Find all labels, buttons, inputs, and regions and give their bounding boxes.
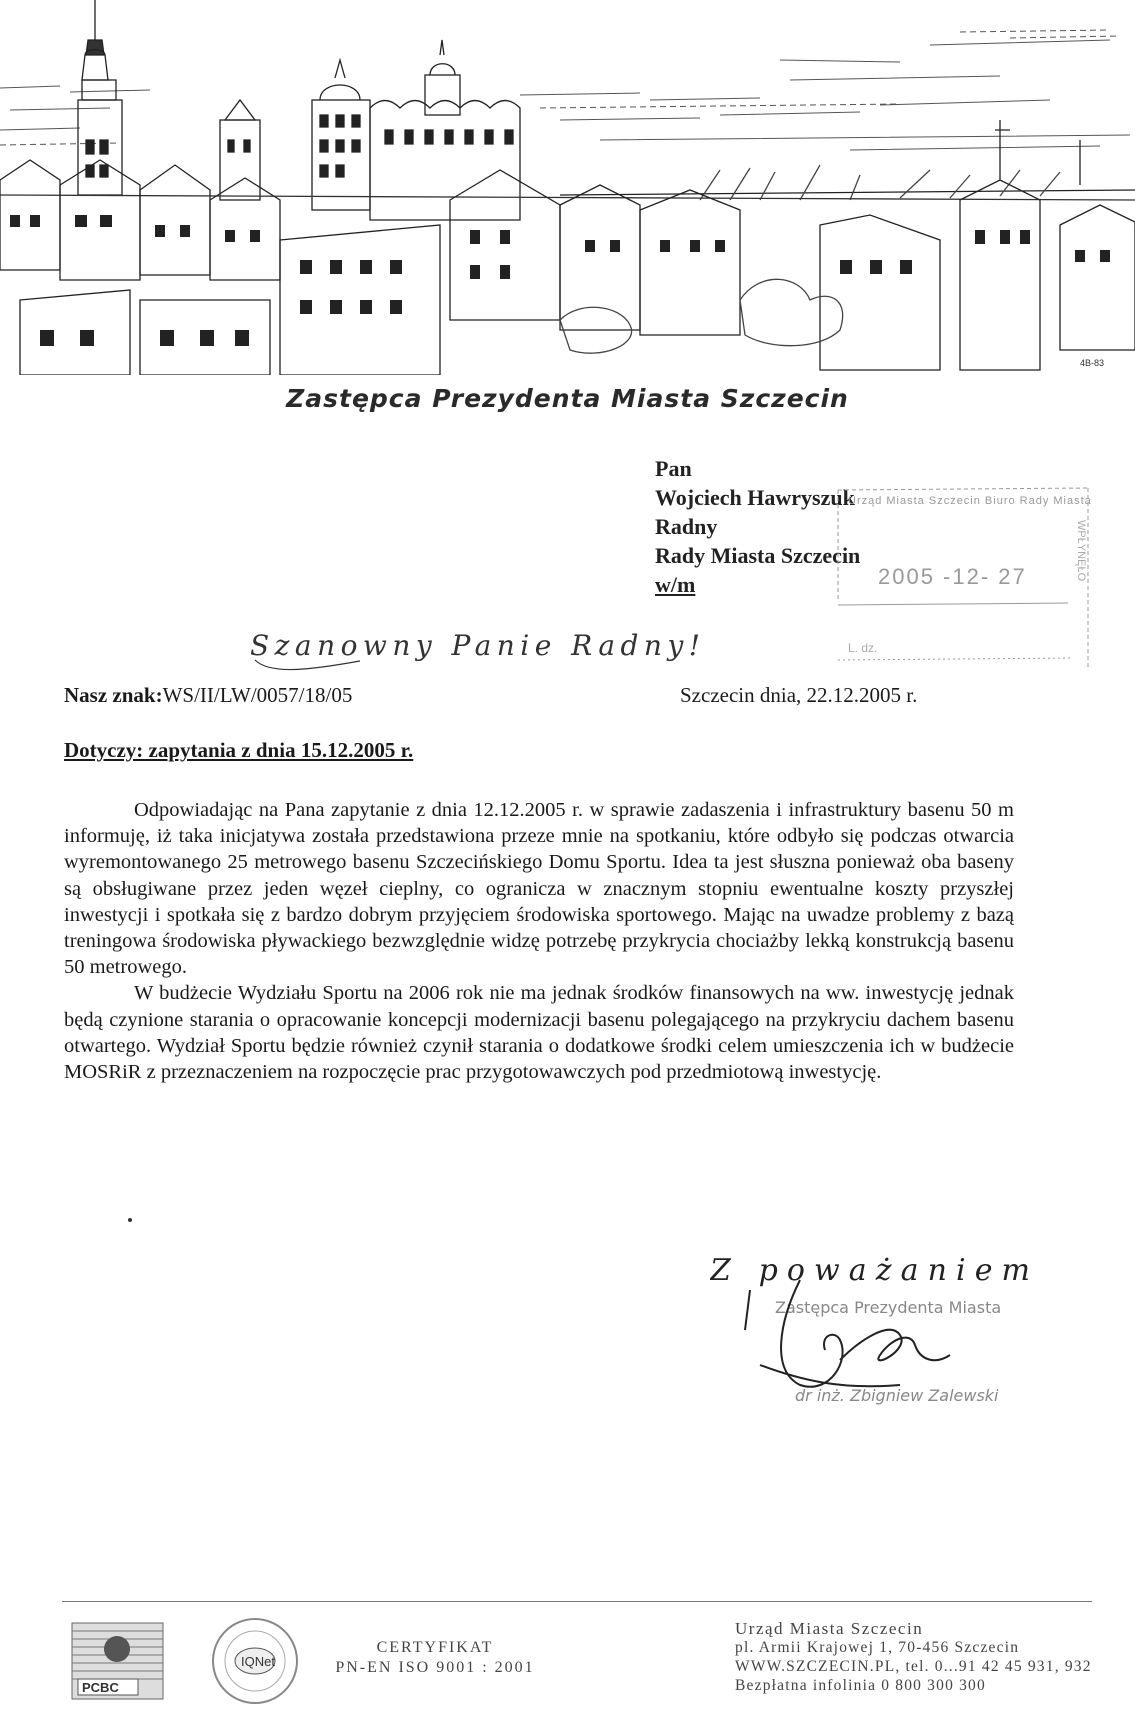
recipient-role: Radny	[655, 514, 718, 539]
closing-text: Z poważaniem	[710, 1253, 1030, 1288]
reference-value: WS/II/LW/0057/18/05	[162, 683, 353, 707]
iqnet-logo-text: IQNet	[241, 1654, 275, 1669]
stamp-number-label: L. dz.	[848, 641, 878, 655]
certificate-title: CERTYFIKAT	[376, 1639, 494, 1656]
letter-subject: Dotyczy: zapytania z dnia 15.12.2005 r.	[64, 738, 414, 762]
footer-web-phone: WWW.SZCZECIN.PL, tel. 0...91 42 45 931, 932	[735, 1658, 1092, 1675]
certificate-standard: PN-EN ISO 9001 : 2001	[335, 1659, 535, 1676]
registration-stamp	[808, 480, 1093, 685]
illustration-signature: 4B-83	[1080, 358, 1105, 368]
recipient-salutation: Pan	[655, 456, 692, 481]
reference-label: Nasz znak:	[64, 683, 163, 707]
certificate-info	[330, 1638, 540, 1678]
recipient-location: w/m	[655, 572, 696, 597]
body-paragraph-2: W budżecie Wydziału Sportu na 2006 rok nie ma jednak środków finansowych na ww. inwestycję jednak będą czynione starania o opracowanie koncepcji modernizacji basenu polegającego na przykryciu dachem basenu otwartego. Wydział Sportu będzie również czynił starania o dodatkowe środki celem umieszczenia ich w budżecie MOSRiR z przeznaczeniem na rozpoczęcie prac przygotowawczych pod przedmiotową inwestycję.	[64, 982, 1014, 1084]
handwritten-signature	[740, 1260, 1000, 1400]
city-skyline-illustration	[0, 0, 1135, 375]
footer-hotline: Bezpłatna infolinia 0 800 300 300	[735, 1677, 986, 1694]
recipient-council: Rady Miasta Szczecin	[655, 543, 861, 568]
footer-divider	[62, 1601, 1092, 1602]
stray-dot	[128, 1218, 132, 1222]
footer-office-name: Urząd Miasta Szczecin	[735, 1619, 924, 1638]
signer-name: dr inż. Zbigniew Zalewski	[795, 1386, 999, 1405]
stamp-header: Urząd Miasta Szczecin Biuro Rady Miasta	[848, 495, 1092, 507]
recipient-name: Wojciech Hawryszuk	[655, 485, 855, 510]
iqnet-certification-logo	[210, 1616, 300, 1706]
reference-number	[64, 683, 352, 708]
body-paragraph-1: Odpowiadając na Pana zapytanie z dnia 12.12.2005 r. w sprawie zadaszenia i infrastruktury basenu 50 m informuję, iż taka inicjatywa została przedstawiona przeze mnie na spotkaniu, które odbyło się podczas otwarcia wyremontowanego 25 metrowego basenu Szczecińskiego Domu Sportu. Idea ta jest słuszna ponieważ oba baseny są obsługiwane przez jeden węzeł cieplny, co ogranicza w znacznym stopniu ewentualne koszty przyszłej inwestycji i spotkała się z bardzo dobrym przyjęciem środowiska sportowego. Mając na uwadze problemy z bazą treningowa środowiska pływackiego bezwzględnie widzę potrzebę przykrycia chociażby lekką konstrukcją basenu 50 metrowego.	[64, 799, 1014, 979]
signer-title: Zastępca Prezydenta Miasta	[775, 1298, 1002, 1317]
letter-date: Szczecin dnia, 22.12.2005 r.	[680, 683, 918, 707]
stamp-side-label: WPŁYNĘŁO	[1075, 520, 1087, 582]
office-title: Zastępca Prezydenta Miasta Szczecin	[286, 384, 849, 413]
stamp-date: 2005 -12- 27	[878, 564, 1027, 589]
letter-body	[64, 797, 1014, 1085]
pcbc-logo-text: PCBC	[82, 1680, 119, 1695]
pcbc-certification-logo	[70, 1621, 165, 1701]
greeting-text: Szanowny Panie Radny!	[250, 629, 700, 662]
footer-address	[735, 1619, 1092, 1695]
footer-street: pl. Armii Krajowej 1, 70-456 Szczecin	[735, 1639, 1020, 1656]
handwritten-greeting	[250, 615, 710, 685]
